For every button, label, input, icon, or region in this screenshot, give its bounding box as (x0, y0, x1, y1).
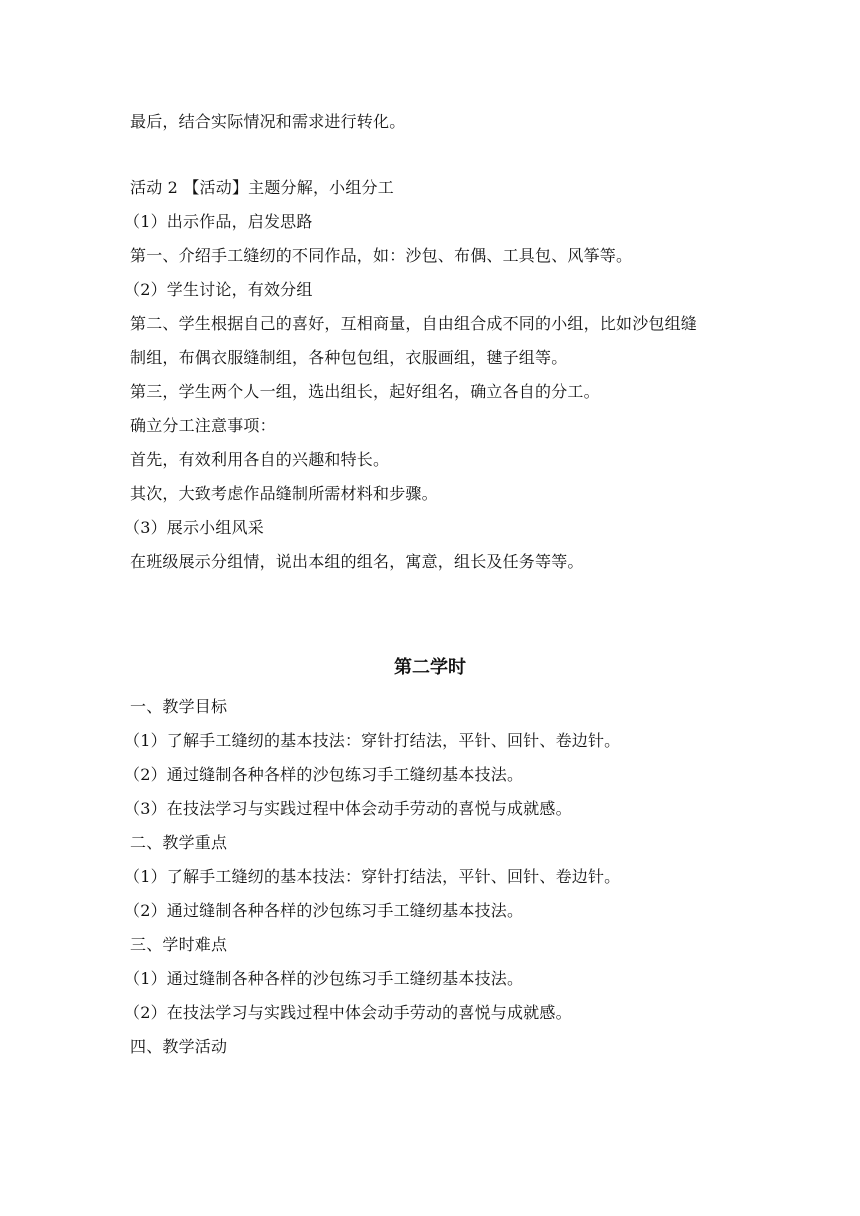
paragraph-second-line-2: 制组，布偶衣服缝制组，各种包包组，衣服画组，毽子组等。 (130, 348, 568, 367)
activity-2-heading: 活动 2 【活动】主题分解，小组分工 (130, 178, 394, 197)
activities-heading: 四、教学活动 (130, 1037, 228, 1056)
step-3-heading: （3）展示小组风采 (124, 518, 264, 537)
paragraph-second-line-1: 第二、学生根据自己的喜好，互相商量，自由组合成不同的小组，比如沙包组缝 (130, 314, 698, 333)
objective-1: （1）了解手工缝纫的基本技法：穿针打结法，平针、回针、卷边针。 (124, 731, 621, 750)
difficulties-heading: 三、学时难点 (130, 935, 228, 954)
objective-2: （2）通过缝制各种各样的沙包练习手工缝纫基本技法。 (124, 765, 524, 784)
step-1-heading: （1）出示作品，启发思路 (124, 212, 313, 231)
difficulty-1: （1）通过缝制各种各样的沙包练习手工缝纫基本技法。 (124, 969, 524, 988)
paragraph-third: 第三，学生两个人一组，选出组长，起好组名，确立各自的分工。 (130, 382, 600, 401)
paragraph-first: 第一、介绍手工缝纫的不同作品，如：沙包、布偶、工具包、风筝等。 (130, 246, 633, 265)
key-point-2: （2）通过缝制各种各样的沙包练习手工缝纫基本技法。 (124, 901, 524, 920)
key-point-1: （1）了解手工缝纫的基本技法：穿针打结法，平针、回针、卷边针。 (124, 867, 621, 886)
objectives-heading: 一、教学目标 (130, 697, 228, 716)
notes-heading: 确立分工注意事项： (130, 416, 276, 435)
key-points-heading: 二、教学重点 (130, 833, 228, 852)
note-first: 首先，有效利用各自的兴趣和特长。 (130, 450, 390, 469)
step-2-heading: （2）学生讨论，有效分组 (124, 280, 313, 299)
paragraph-class-display: 在班级展示分组情，说出本组的组名，寓意，组长及任务等等。 (130, 552, 584, 571)
section-title: 第二学时 (394, 657, 466, 678)
objective-3: （3）在技法学习与实践过程中体会动手劳动的喜悦与成就感。 (124, 799, 572, 818)
note-second: 其次，大致考虑作品缝制所需材料和步骤。 (130, 484, 438, 503)
difficulty-2: （2）在技法学习与实践过程中体会动手劳动的喜悦与成就感。 (124, 1003, 572, 1022)
paragraph-final-conversion: 最后，结合实际情况和需求进行转化。 (130, 112, 406, 131)
